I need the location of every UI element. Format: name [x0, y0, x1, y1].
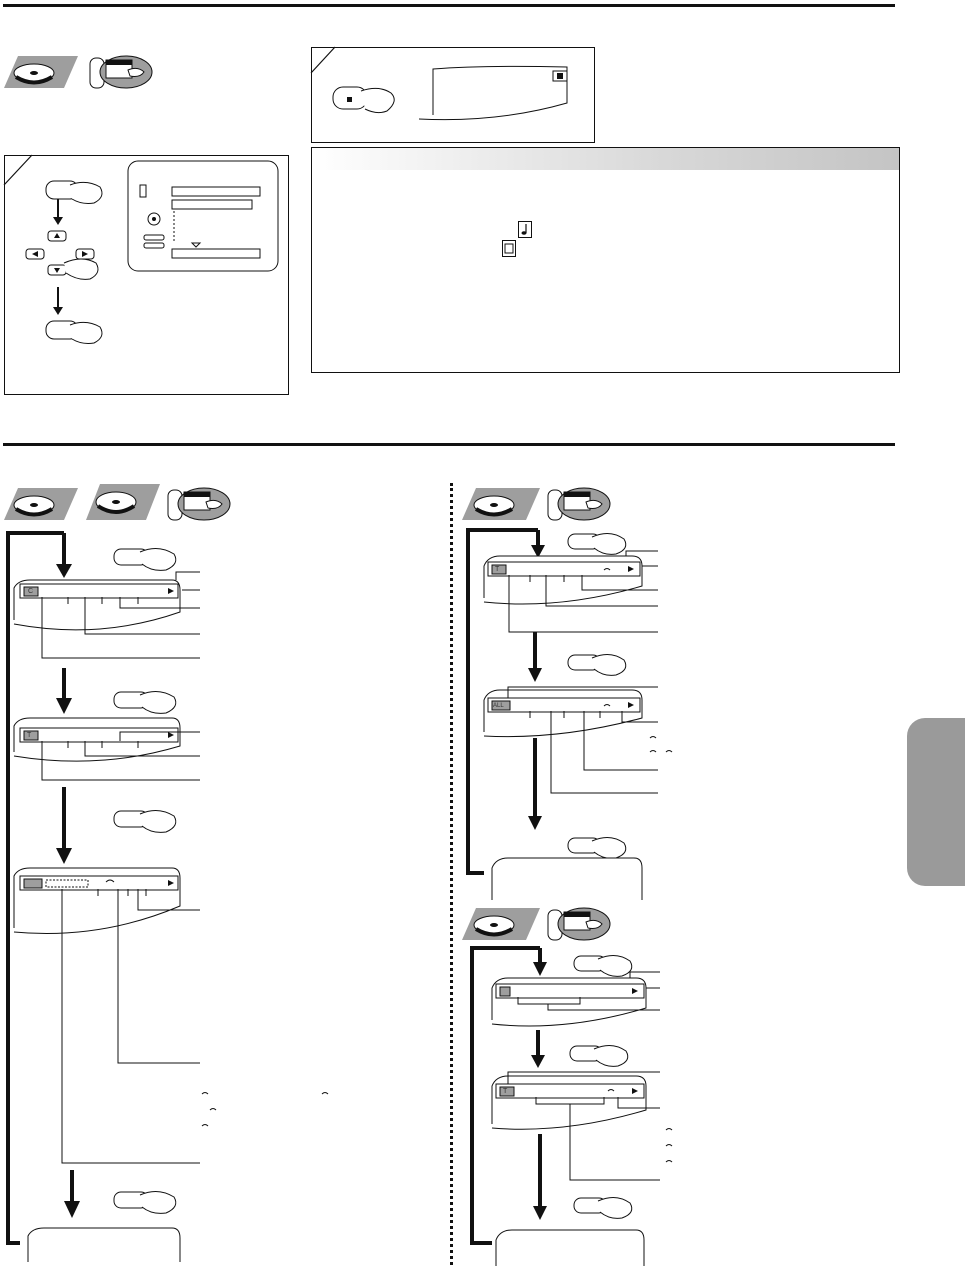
remote-control-icon: [88, 52, 154, 92]
note-panel-title-band: [312, 148, 899, 170]
remote-control-icon: [546, 484, 612, 524]
osd-all-marker: ALL: [493, 703, 504, 709]
section-divider-rule: [3, 443, 895, 446]
right-flow-diagram: [455, 520, 755, 1270]
section-side-tab: [907, 718, 965, 886]
osd-title-marker: T: [27, 732, 32, 739]
left-flow-diagram: [0, 520, 440, 1270]
note-panel: [311, 147, 900, 373]
osd-mp3-title-marker: T: [503, 1088, 508, 1095]
remote-control-icon: [166, 484, 232, 524]
osd-chapter-marker: C: [28, 588, 34, 595]
top-rule: [3, 4, 895, 7]
osd-cd-track-marker: T: [495, 566, 500, 573]
pointing-hand-icon: [114, 548, 176, 570]
setup-panel-graphics: [4, 155, 289, 395]
music-note-icon: [518, 221, 532, 238]
vcd-disc-icon: [86, 484, 160, 520]
picture-frame-icon: [502, 240, 516, 257]
dvd-video-disc-icon: [4, 56, 78, 88]
stop-panel-graphics: [311, 47, 595, 143]
column-divider: [450, 483, 453, 1265]
dvd-video-disc-icon: [4, 488, 78, 520]
audio-cd-disc-icon: [462, 488, 540, 520]
